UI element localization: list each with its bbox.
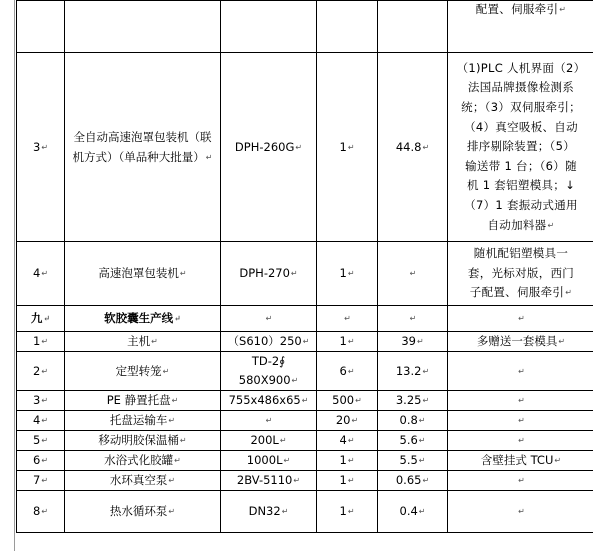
paragraph-mark-icon: ↵ <box>290 269 298 278</box>
paragraph-mark-icon: ↵ <box>347 269 355 278</box>
paragraph-mark-icon: ↵ <box>291 376 299 385</box>
paragraph-mark-icon: ↵ <box>418 416 426 425</box>
paragraph-mark-icon: ↵ <box>279 436 287 445</box>
note-line: 自动加料器 <box>487 217 547 232</box>
row-number: 8 <box>32 504 41 518</box>
cell-name <box>65 411 221 431</box>
equipment-model: DPH-270 <box>239 266 290 280</box>
page-left-edge <box>0 0 15 551</box>
equipment-name: 热水循环泵 <box>109 504 168 518</box>
cell-notes <box>448 332 593 352</box>
paragraph-mark-icon: ↵ <box>409 314 417 323</box>
paragraph-mark-icon: ↵ <box>293 476 301 485</box>
cell-qty <box>317 352 378 391</box>
paragraph-mark-icon: ↵ <box>302 337 310 346</box>
note: 多赠送一套模具 <box>476 334 558 348</box>
equipment-name: PE 静置托盘 <box>106 393 171 407</box>
equipment-name: 水浴式化胶罐 <box>104 453 174 467</box>
paragraph-mark-icon: ↵ <box>518 314 525 323</box>
paragraph-mark-icon: ↵ <box>174 456 181 465</box>
cell-notes <box>448 471 593 491</box>
row-number: 2 <box>32 363 41 378</box>
paragraph-mark-icon: ↵ <box>283 456 291 465</box>
equipment-name: 托盘运输车 <box>109 413 168 427</box>
paragraph-mark-icon: ↵ <box>518 436 525 445</box>
equipment-name: 移动明胶保温桶 <box>98 433 179 447</box>
row-number: 7 <box>32 473 41 487</box>
paragraph-mark-icon: ↵ <box>351 416 359 425</box>
equipment-model: DPH-260G <box>234 139 295 154</box>
cell-no <box>17 391 65 411</box>
row-number: 1 <box>32 334 41 348</box>
paragraph-mark-icon: ↵ <box>347 436 355 445</box>
cell-price <box>378 451 448 471</box>
cell-qty <box>317 1 378 53</box>
table-row <box>17 391 593 411</box>
price: 3.25 <box>395 393 422 407</box>
cell-notes <box>448 1 593 53</box>
paragraph-mark-icon: ↵ <box>171 396 179 405</box>
paragraph-mark-icon: ↵ <box>409 269 417 278</box>
row-number: 4 <box>32 266 41 280</box>
cell-name <box>65 451 221 471</box>
cell-model <box>221 1 317 53</box>
paragraph-mark-icon: ↵ <box>41 142 49 152</box>
cell-no <box>17 491 65 533</box>
note-line: 法国品牌摄像检测系 <box>467 80 575 95</box>
table-row <box>17 451 593 471</box>
table-row <box>17 242 593 306</box>
paragraph-mark-icon: ↵ <box>565 288 573 298</box>
cell-name <box>65 53 221 242</box>
price: 5.5 <box>399 453 418 467</box>
paragraph-mark-icon: ↵ <box>547 220 555 230</box>
cell-price <box>378 411 448 431</box>
quantity: 1 <box>339 139 347 154</box>
paragraph-mark-icon: ↵ <box>179 269 187 278</box>
quantity: 500 <box>332 393 355 407</box>
cell-notes <box>448 242 593 306</box>
table-row <box>17 53 593 242</box>
section-title: 软胶囊生产线↵ <box>65 306 221 332</box>
cell-qty <box>317 391 378 411</box>
cell-name <box>65 242 221 306</box>
price: 44.8 <box>395 139 422 154</box>
cell-notes <box>448 352 593 391</box>
cell-no <box>17 352 65 391</box>
cell-no <box>17 1 65 53</box>
table-row <box>17 1 593 53</box>
cell-price <box>378 332 448 352</box>
cell-model <box>221 411 317 431</box>
cell-model <box>221 451 317 471</box>
cell-price <box>378 53 448 242</box>
paragraph-mark-icon: ↵ <box>41 366 49 376</box>
row-number: 5 <box>32 433 41 447</box>
note-line: 配置、伺服牵引 <box>475 2 559 16</box>
cell-qty <box>317 242 378 306</box>
cell-price <box>378 491 448 533</box>
quantity: 1 <box>339 504 347 518</box>
equipment-model: 755x486x65 <box>228 393 301 407</box>
paragraph-mark-icon: ↵ <box>301 396 309 405</box>
cell-notes <box>448 491 593 533</box>
price: 0.65 <box>395 473 422 487</box>
quantity: 6 <box>339 363 347 378</box>
cell-notes <box>448 431 593 451</box>
table-row <box>17 471 593 491</box>
equipment-name: 高速泡罩包装机 <box>98 266 179 280</box>
equipment-name: 全自动高速泡罩包装机（联机方式）（单品种大批量） <box>72 129 212 164</box>
paragraph-mark-icon: ↵ <box>41 507 49 516</box>
equipment-name: 主机 <box>127 334 151 348</box>
cell-model <box>221 391 317 411</box>
paragraph-mark-icon: ↵ <box>518 396 525 405</box>
cell-qty <box>317 471 378 491</box>
cell-price <box>378 1 448 53</box>
cell-price <box>378 391 448 411</box>
paragraph-mark-icon: ↵ <box>554 456 562 465</box>
cell-qty <box>317 332 378 352</box>
note-line: （7）1 套振动式通用 <box>464 197 578 212</box>
row-number: 6 <box>32 453 41 467</box>
cell-qty <box>317 411 378 431</box>
equipment-model: 200L <box>250 433 279 447</box>
cell-model <box>221 431 317 451</box>
paragraph-mark-icon: ↵ <box>174 313 181 323</box>
cell-model <box>221 306 317 332</box>
quantity: 1 <box>339 473 347 487</box>
cell-notes <box>448 306 593 332</box>
equipment-model: 1000L <box>246 453 283 467</box>
row-number: 4 <box>32 413 41 427</box>
paragraph-mark-icon: ↵ <box>151 337 158 346</box>
paragraph-mark-icon: ↵ <box>355 396 362 405</box>
table-row <box>17 411 593 431</box>
note-line: 统；（3）双伺服牵引； <box>461 100 581 115</box>
quantity: 1 <box>339 266 347 280</box>
paragraph-mark-icon: ↵ <box>347 476 355 485</box>
paragraph-mark-icon: ↵ <box>41 396 49 405</box>
row-number: 3 <box>32 139 41 154</box>
cell-qty <box>317 451 378 471</box>
equipment-model: 2BV-5110 <box>236 473 293 487</box>
equipment-name: 水环真空泵 <box>109 473 168 487</box>
cell-price <box>378 352 448 391</box>
paragraph-mark-icon: ↵ <box>41 436 49 445</box>
paragraph-mark-icon: ↵ <box>41 416 49 425</box>
table-row <box>17 332 593 352</box>
paragraph-mark-icon: ↵ <box>179 436 187 445</box>
price: 13.2 <box>395 363 422 378</box>
paragraph-mark-icon: ↵ <box>418 507 426 516</box>
note-line: 排序剔除装置；（5） <box>466 139 576 154</box>
paragraph-mark-icon: ↵ <box>43 313 51 323</box>
paragraph-mark-icon: ↵ <box>265 314 273 323</box>
cell-no <box>17 411 65 431</box>
cell-no <box>17 53 65 242</box>
cell-model <box>221 352 317 391</box>
quantity: 1 <box>339 453 347 467</box>
note-line: 机 1 套铝塑模具；↓ <box>466 178 576 193</box>
cell-name <box>65 332 221 352</box>
paragraph-mark-icon: ↵ <box>418 456 426 465</box>
paragraph-mark-icon: ↵ <box>205 152 213 162</box>
note-line: （1)PLC 人机界面（2） <box>456 60 586 75</box>
paragraph-mark-icon: ↵ <box>558 337 566 346</box>
section-number: 九↵ <box>17 306 65 332</box>
paragraph-mark-icon: ↵ <box>518 416 525 425</box>
paragraph-mark-icon: ↵ <box>295 142 303 152</box>
equipment-model: （S610）250 <box>227 334 302 348</box>
paragraph-mark-icon: ↵ <box>347 366 355 376</box>
equipment-price-table <box>16 0 593 533</box>
quantity: 20 <box>335 413 351 427</box>
item-rows <box>17 332 593 533</box>
quantity: 4 <box>339 433 347 447</box>
paragraph-mark-icon: ↵ <box>168 507 176 516</box>
cell-notes <box>448 411 593 431</box>
cell-qty <box>317 53 378 242</box>
note: 含壁挂式 TCU <box>480 453 554 467</box>
paragraph-mark-icon: ↵ <box>559 5 567 14</box>
equipment-model: TD-2∮ 580X900 <box>238 354 291 387</box>
cell-name <box>65 352 221 391</box>
cell-model <box>221 332 317 352</box>
note-line: 随机配铝塑模具一 <box>473 246 569 261</box>
equipment-name: 定型转笼 <box>115 363 162 378</box>
quantity: 1 <box>339 334 347 348</box>
cell-qty <box>317 491 378 533</box>
paragraph-mark-icon: ↵ <box>347 507 355 516</box>
note-line: 输送带 1 台；（6）随 <box>465 158 577 173</box>
cell-name <box>65 431 221 451</box>
cell-name <box>65 391 221 411</box>
paragraph-mark-icon: ↵ <box>41 337 49 346</box>
paragraph-mark-icon: ↵ <box>41 476 49 485</box>
cell-model <box>221 471 317 491</box>
cell-price <box>378 242 448 306</box>
cell-no <box>17 471 65 491</box>
paragraph-mark-icon: ↵ <box>422 396 430 405</box>
paragraph-mark-icon: ↵ <box>518 366 525 376</box>
section-row <box>17 306 593 332</box>
paragraph-mark-icon: ↵ <box>168 476 176 485</box>
cell-notes <box>448 391 593 411</box>
cell-no <box>17 431 65 451</box>
cell-name <box>65 491 221 533</box>
cell-no <box>17 242 65 306</box>
price: 0.8 <box>399 413 418 427</box>
note-line: 套，光标对版，西门 <box>467 265 575 280</box>
paragraph-mark-icon: ↵ <box>422 142 430 152</box>
paragraph-mark-icon: ↵ <box>347 456 355 465</box>
cell-qty <box>317 306 378 332</box>
paragraph-mark-icon: ↵ <box>347 337 355 346</box>
note-line: 子配置、伺服牵引 <box>469 285 565 300</box>
cell-notes <box>448 53 593 242</box>
equipment-model: DN32 <box>248 504 281 518</box>
paragraph-mark-icon: ↵ <box>168 416 176 425</box>
paragraph-mark-icon: ↵ <box>518 476 525 485</box>
paragraph-mark-icon: ↵ <box>41 456 49 465</box>
cell-model <box>221 53 317 242</box>
paragraph-mark-icon: ↵ <box>418 436 426 445</box>
cell-notes <box>448 451 593 471</box>
table-row <box>17 491 593 533</box>
paragraph-mark-icon: ↵ <box>518 507 525 516</box>
cell-qty <box>317 431 378 451</box>
cell-price <box>378 431 448 451</box>
cell-no <box>17 451 65 471</box>
price: 5.6 <box>399 433 418 447</box>
paragraph-mark-icon: ↵ <box>162 366 170 376</box>
paragraph-mark-icon: ↵ <box>347 142 355 152</box>
paragraph-mark-icon: ↵ <box>422 476 430 485</box>
price: 0.4 <box>399 504 418 518</box>
cell-no <box>17 332 65 352</box>
cell-price <box>378 306 448 332</box>
row-number: 3 <box>32 393 41 407</box>
table-row <box>17 352 593 391</box>
cell-model <box>221 491 317 533</box>
cell-model <box>221 242 317 306</box>
note-line: （4）真空吸板、自动 <box>464 119 578 134</box>
paragraph-mark-icon: ↵ <box>416 337 424 346</box>
cell-price <box>378 471 448 491</box>
paragraph-mark-icon: ↵ <box>41 269 49 278</box>
paragraph-mark-icon: ↵ <box>281 507 289 516</box>
cell-name <box>65 1 221 53</box>
price: 39 <box>401 334 416 348</box>
cell-name <box>65 471 221 491</box>
paragraph-mark-icon: ↵ <box>422 366 430 376</box>
paragraph-mark-icon: ↵ <box>265 416 273 425</box>
table-row <box>17 431 593 451</box>
paragraph-mark-icon: ↵ <box>344 314 351 323</box>
